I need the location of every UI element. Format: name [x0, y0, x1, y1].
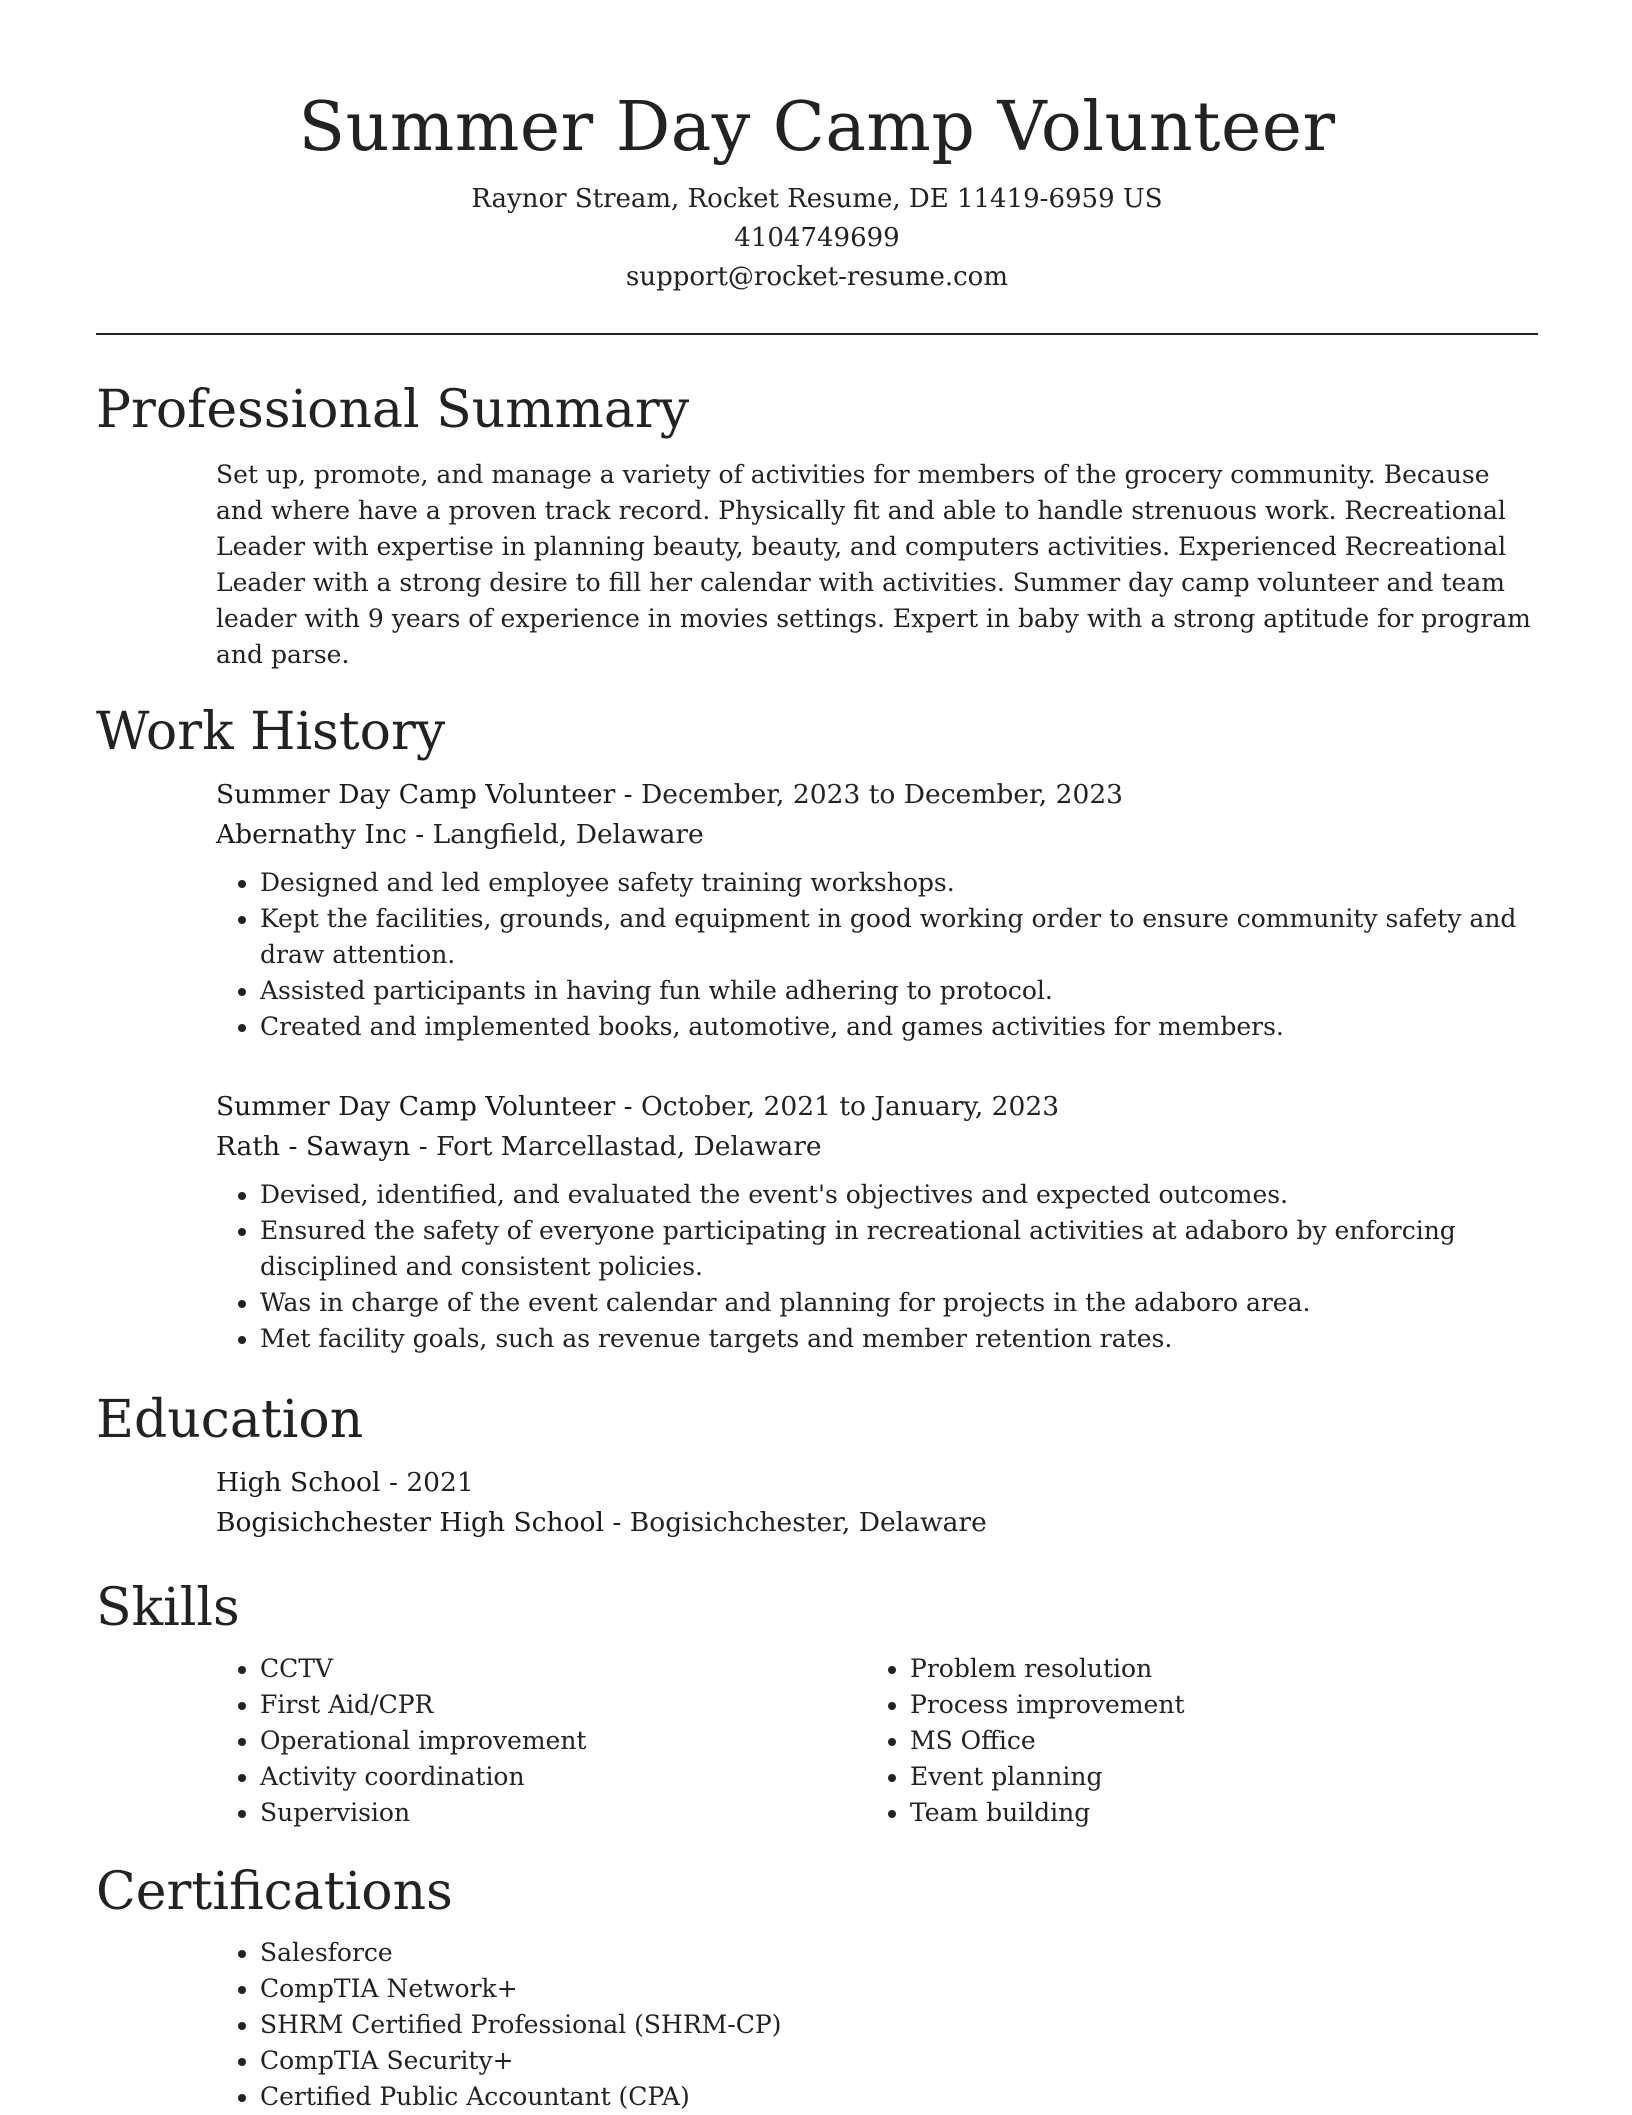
job-company-line — [216, 1127, 1538, 1167]
education-heading: Education — [96, 1390, 364, 1450]
skill-item: • MS Office — [910, 1723, 1185, 1759]
job-location: - Langfield, Delaware — [415, 819, 704, 850]
resume-page — [96, 0, 1538, 2115]
education-school-line — [216, 1503, 1538, 1543]
education-degree: High School — [216, 1467, 381, 1498]
job-entry — [216, 775, 1538, 1045]
skill-item: • CCTV — [260, 1651, 866, 1687]
job-company: Rath - Sawayn — [216, 1131, 411, 1162]
skill-item: • Process improvement — [910, 1687, 1185, 1723]
certifications-section — [96, 1859, 1538, 2115]
education-year: - 2021 — [388, 1467, 474, 1498]
job-dates: - December, 2023 to December, 2023 — [623, 779, 1124, 810]
skills-columns — [216, 1641, 1538, 1831]
summary-text: Set up, promote, and manage a variety of activities for members of the grocery community. Because and where have a proven track record. Physically fit and able to handle strenuous work. Recreational Leader with expertise in planning beauty, beauty, and computers activities. Experienced Recreational Leader with a strong desire to fill her calendar with activities. Summer day camp volunteer and team leader with 9 years of experience in movies settings. Expert in baby with a strong aptitude for program and parse. — [216, 460, 1531, 669]
job-title-line — [216, 1087, 1538, 1127]
job-company-line — [216, 815, 1538, 855]
job-bullet: • Met facility goals, such as revenue targets and member retention rates. — [260, 1321, 1538, 1357]
job-location: - Fort Marcellastad, Delaware — [418, 1131, 822, 1162]
job-role: Summer Day Camp Volunteer — [216, 779, 616, 810]
job-company: Abernathy Inc — [216, 819, 407, 850]
job-bullet: • Ensured the safety of everyone participating in recreational activities at adaboro by enforcing disciplined and consistent policies. — [260, 1213, 1538, 1285]
skills-list-left — [216, 1651, 866, 1831]
education-location: - Bogisichchester, Delaware — [612, 1507, 987, 1538]
job-bullet: • Was in charge of the event calendar and planning for projects in the adaboro area. — [260, 1285, 1538, 1321]
job-bullet: • Devised, identified, and evaluated the event's objectives and expected outcomes. — [260, 1177, 1538, 1213]
certifications-list — [216, 1935, 1538, 2115]
resume-name: Summer Day Camp Volunteer — [298, 88, 1336, 167]
summary-heading: Professional Summary — [96, 380, 690, 440]
skill-item: • Event planning — [910, 1759, 1185, 1795]
work-history-heading: Work History — [96, 702, 446, 762]
education-section — [96, 1387, 1538, 1543]
summary-section — [96, 377, 1538, 673]
education-degree-line — [216, 1463, 1538, 1503]
skills-section — [96, 1575, 1538, 1831]
job-bullets — [216, 1177, 1538, 1357]
skills-heading: Skills — [96, 1578, 240, 1638]
job-role: Summer Day Camp Volunteer — [216, 1091, 616, 1122]
contact-email: support@rocket-resume.com — [625, 262, 1008, 292]
certification-item: • CompTIA Security+ — [260, 2043, 1538, 2079]
contact-phone: 4104749699 — [734, 223, 900, 253]
certification-item: • SHRM Certified Professional (SHRM-CP) — [260, 2007, 1538, 2043]
job-bullets — [216, 865, 1538, 1045]
certification-item: • CompTIA Network+ — [260, 1971, 1538, 2007]
job-title-line — [216, 775, 1538, 815]
work-history-section — [96, 699, 1538, 1357]
job-dates: - October, 2021 to January, 2023 — [623, 1091, 1060, 1122]
skill-item: • First Aid/CPR — [260, 1687, 866, 1723]
skill-item: • Operational improvement — [260, 1723, 866, 1759]
skills-list-right — [866, 1651, 1185, 1831]
contact-block — [96, 180, 1538, 297]
certifications-heading: Certifications — [96, 1862, 453, 1922]
job-bullet: • Assisted participants in having fun while adhering to protocol. — [260, 973, 1538, 1009]
skill-item: • Problem resolution — [910, 1651, 1185, 1687]
certification-item: • Certified Public Accountant (CPA) — [260, 2079, 1538, 2115]
job-bullet: • Designed and led employee safety training workshops. — [260, 865, 1538, 901]
skill-item: • Supervision — [260, 1795, 866, 1831]
header-divider — [96, 333, 1538, 335]
job-bullet: • Kept the facilities, grounds, and equipment in good working order to ensure community safety and draw attention. — [260, 901, 1538, 973]
job-bullet: • Created and implemented books, automotive, and games activities for members. — [260, 1009, 1538, 1045]
job-entry — [216, 1087, 1538, 1357]
certification-item: • Salesforce — [260, 1935, 1538, 1971]
skill-item: • Activity coordination — [260, 1759, 866, 1795]
skill-item: • Team building — [910, 1795, 1185, 1831]
education-school: Bogisichchester High School — [216, 1507, 604, 1538]
contact-address: Raynor Stream, Rocket Resume, DE 11419-6959 US — [471, 184, 1163, 214]
